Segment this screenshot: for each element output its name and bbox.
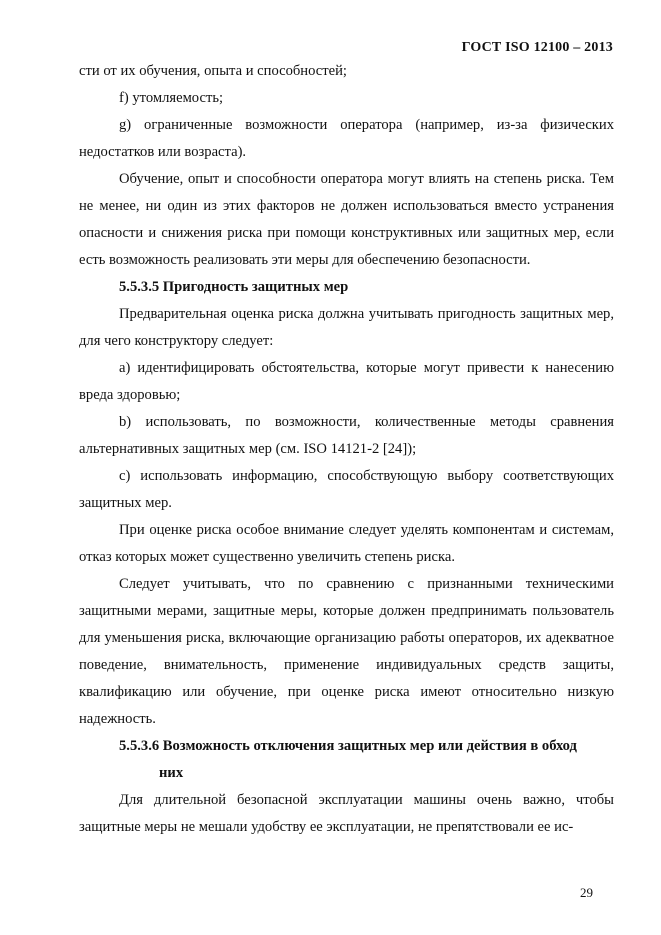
document-header: ГОСТ ISO 12100 – 2013 [461, 40, 613, 55]
list-item-f: f) утомляемость; [119, 90, 224, 106]
paragraph-component-failure: При оценке риска особое внимание следует уделять компонентам и системам, отказ которых может существенно увеличить степень риска. [79, 522, 614, 565]
list-item-a: a) идентифицировать обстоятельства, которые могут привести к нанесению вреда здоровью; [79, 360, 614, 403]
list-item-c: c) использовать информацию, способствующую выбору соответствующих защитных мер. [79, 468, 614, 511]
section-heading-5-5-3-6-line1: 5.5.3.6 Возможность отключения защитных мер или действия в обход [119, 738, 577, 754]
page-number: 29 [580, 885, 593, 900]
section-heading-5-5-3-6 [79, 733, 614, 787]
section-heading-5-5-3-6-line2: них [159, 765, 184, 781]
document-body [79, 58, 614, 841]
paragraph-reliability: Следует учитывать, что по сравнению с признанными техническими защитными мерами, защитные меры, которые должен предпринимать пользователь для уменьшения риска, включающие организацию работы операторов, их адекватное поведение, внимательность, применение индивидуальных средств защиты, квалификацию или обучение, при оценке риска имеют относительно низкую надежность. [79, 576, 614, 727]
paragraph-continuation: сти от их обучения, опыта и способностей; [79, 63, 347, 79]
paragraph-preliminary-assessment: Предварительная оценка риска должна учитывать пригодность защитных мер, для чего конструктору следует: [79, 306, 614, 349]
paragraph-long-term-operation: Для длительной безопасной эксплуатации машины очень важно, чтобы защитные меры не мешали удобству ее эксплуатации, не препятствовали ее ис- [79, 792, 614, 835]
paragraph-operator-training: Обучение, опыт и способности оператора могут влиять на степень риска. Тем не менее, ни один из этих факторов не должен использоваться вместо устранения опасности и снижения риска при помощи конструктивных или защитных мер, если есть возможность реализовать эти меры для обеспечению безопасности. [79, 171, 614, 268]
list-item-g: g) ограниченные возможности оператора (например, из-за физических недостатков или возраста). [79, 117, 614, 160]
list-item-b: b) использовать, по возможности, количественные методы сравнения альтернативных защитных мер (см. ISO 14121-2 [24]); [79, 414, 614, 457]
section-heading-5-5-3-5: 5.5.3.5 Пригодность защитных мер [119, 279, 349, 295]
